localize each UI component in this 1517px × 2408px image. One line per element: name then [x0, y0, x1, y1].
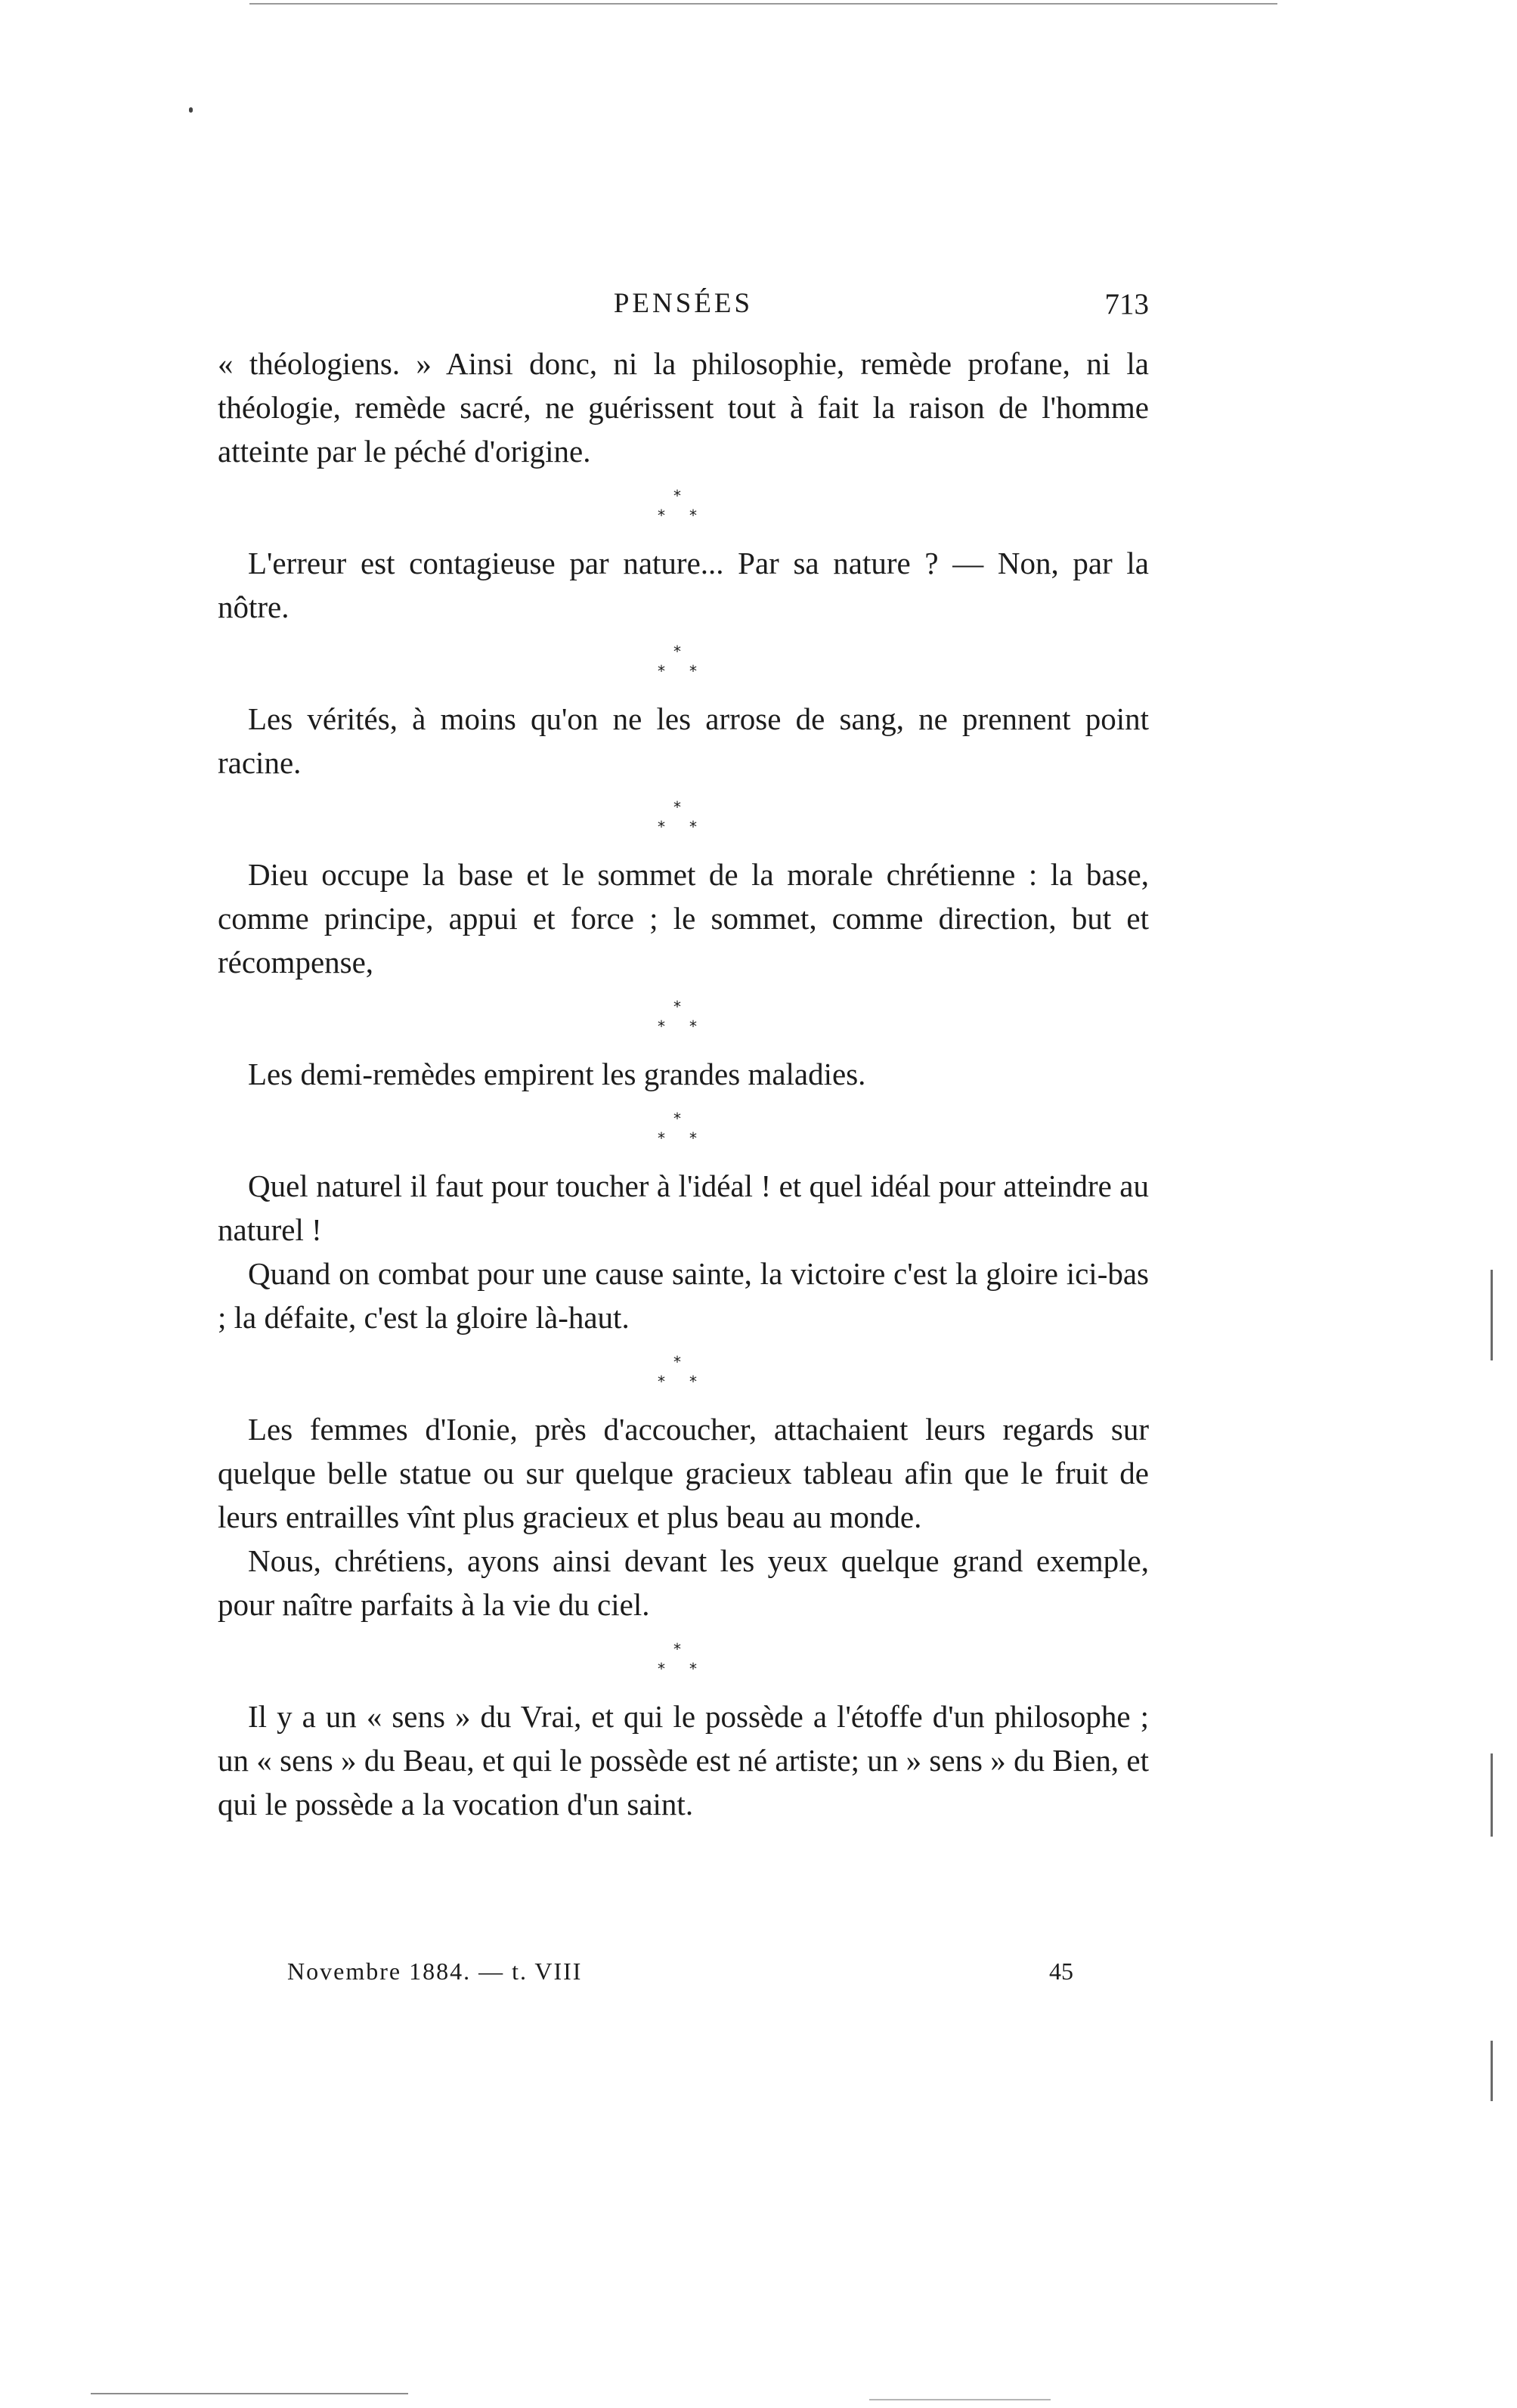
star-icon: *: [689, 1017, 697, 1035]
star-icon: *: [673, 998, 681, 1016]
paragraph: « théologiens. » Ainsi donc, ni la philosophie, remède profane, ni la théologie, remède sacré, ne guérissent tout à fait la raison de l'homme atteinte par le péché d'origine.: [218, 346, 1149, 469]
page-body: [218, 342, 1149, 1826]
section-ornament: [218, 1626, 1149, 1695]
star-icon: *: [673, 1640, 681, 1658]
star-icon: *: [673, 1110, 681, 1128]
star-icon: *: [689, 1660, 697, 1678]
scan-speck: [189, 107, 193, 113]
star-icon: *: [673, 642, 681, 661]
star-icon: *: [658, 818, 665, 836]
paragraph: Nous, chrétiens, ayons ainsi devant les yeux quelque grand exemple, pour naître parfaits à la vie du ciel.: [218, 1543, 1149, 1622]
paragraph: Quel naturel il faut pour toucher à l'idéal ! et quel idéal pour atteindre au naturel !: [218, 1168, 1149, 1247]
star-icon: *: [689, 1373, 697, 1391]
star-icon: *: [689, 818, 697, 836]
star-icon: *: [658, 662, 665, 680]
page-header: [218, 287, 1149, 333]
scan-edge-bottom-left: [91, 2393, 408, 2394]
section-ornament: [218, 1339, 1149, 1407]
paragraph: Dieu occupe la base et le sommet de la morale chrétienne : la base, comme principe, appui et force ; le sommet, comme direction, but et récompense,: [218, 857, 1149, 980]
section-ornament: [218, 984, 1149, 1052]
star-icon: *: [658, 1129, 665, 1147]
star-icon: *: [689, 662, 697, 680]
scan-edge-right: [1491, 2041, 1493, 2101]
section-ornament: [218, 473, 1149, 541]
paragraph: L'erreur est contagieuse par nature... Par sa nature ? — Non, par la nôtre.: [218, 546, 1149, 624]
star-icon: *: [673, 1353, 681, 1371]
scan-edge-top: [249, 3, 1277, 5]
paragraph: Les femmes d'Ionie, près d'accoucher, attachaient leurs regards sur quelque belle statue ou sur quelque gracieux tableau afin que le fruit de leurs entrailles vînt plus gracieux et plus beau au monde.: [218, 1412, 1149, 1534]
page-number: 713: [1104, 288, 1149, 320]
star-icon: *: [689, 506, 697, 525]
star-icon: *: [658, 1017, 665, 1035]
sheet-number: 45: [1049, 1958, 1073, 1985]
scan-edge-right: [1491, 1753, 1493, 1837]
paragraph: Il y a un « sens » du Vrai, et qui le possède a l'étoffe d'un philosophe ; un « sens » du Beau, et qui le possède est né artiste; un » sens » du Bien, et qui le possède a la vocation d'un saint.: [218, 1699, 1149, 1821]
star-icon: *: [689, 1129, 697, 1147]
paragraph: Quand on combat pour une cause sainte, la victoire c'est la gloire ici-bas ; la défaite, c'est la gloire là-haut.: [218, 1256, 1149, 1335]
page-footer: [287, 1958, 1088, 1995]
paragraph: Les vérités, à moins qu'on ne les arrose de sang, ne prennent point racine.: [218, 701, 1149, 780]
section-ornament: [218, 629, 1149, 697]
star-icon: *: [673, 798, 681, 816]
star-icon: *: [658, 1660, 665, 1678]
scan-edge-bottom-right: [869, 2399, 1051, 2400]
signature-mark: Novembre 1884. — t. VIII: [287, 1958, 583, 1985]
section-ornament: [218, 785, 1149, 853]
section-ornament: [218, 1096, 1149, 1164]
running-title: PENSÉES: [613, 288, 754, 319]
paragraph: Les demi-remèdes empirent les grandes maladies.: [248, 1057, 866, 1091]
star-icon: *: [658, 1373, 665, 1391]
star-icon: *: [658, 506, 665, 525]
scan-edge-right: [1491, 1270, 1493, 1360]
star-icon: *: [673, 487, 681, 505]
